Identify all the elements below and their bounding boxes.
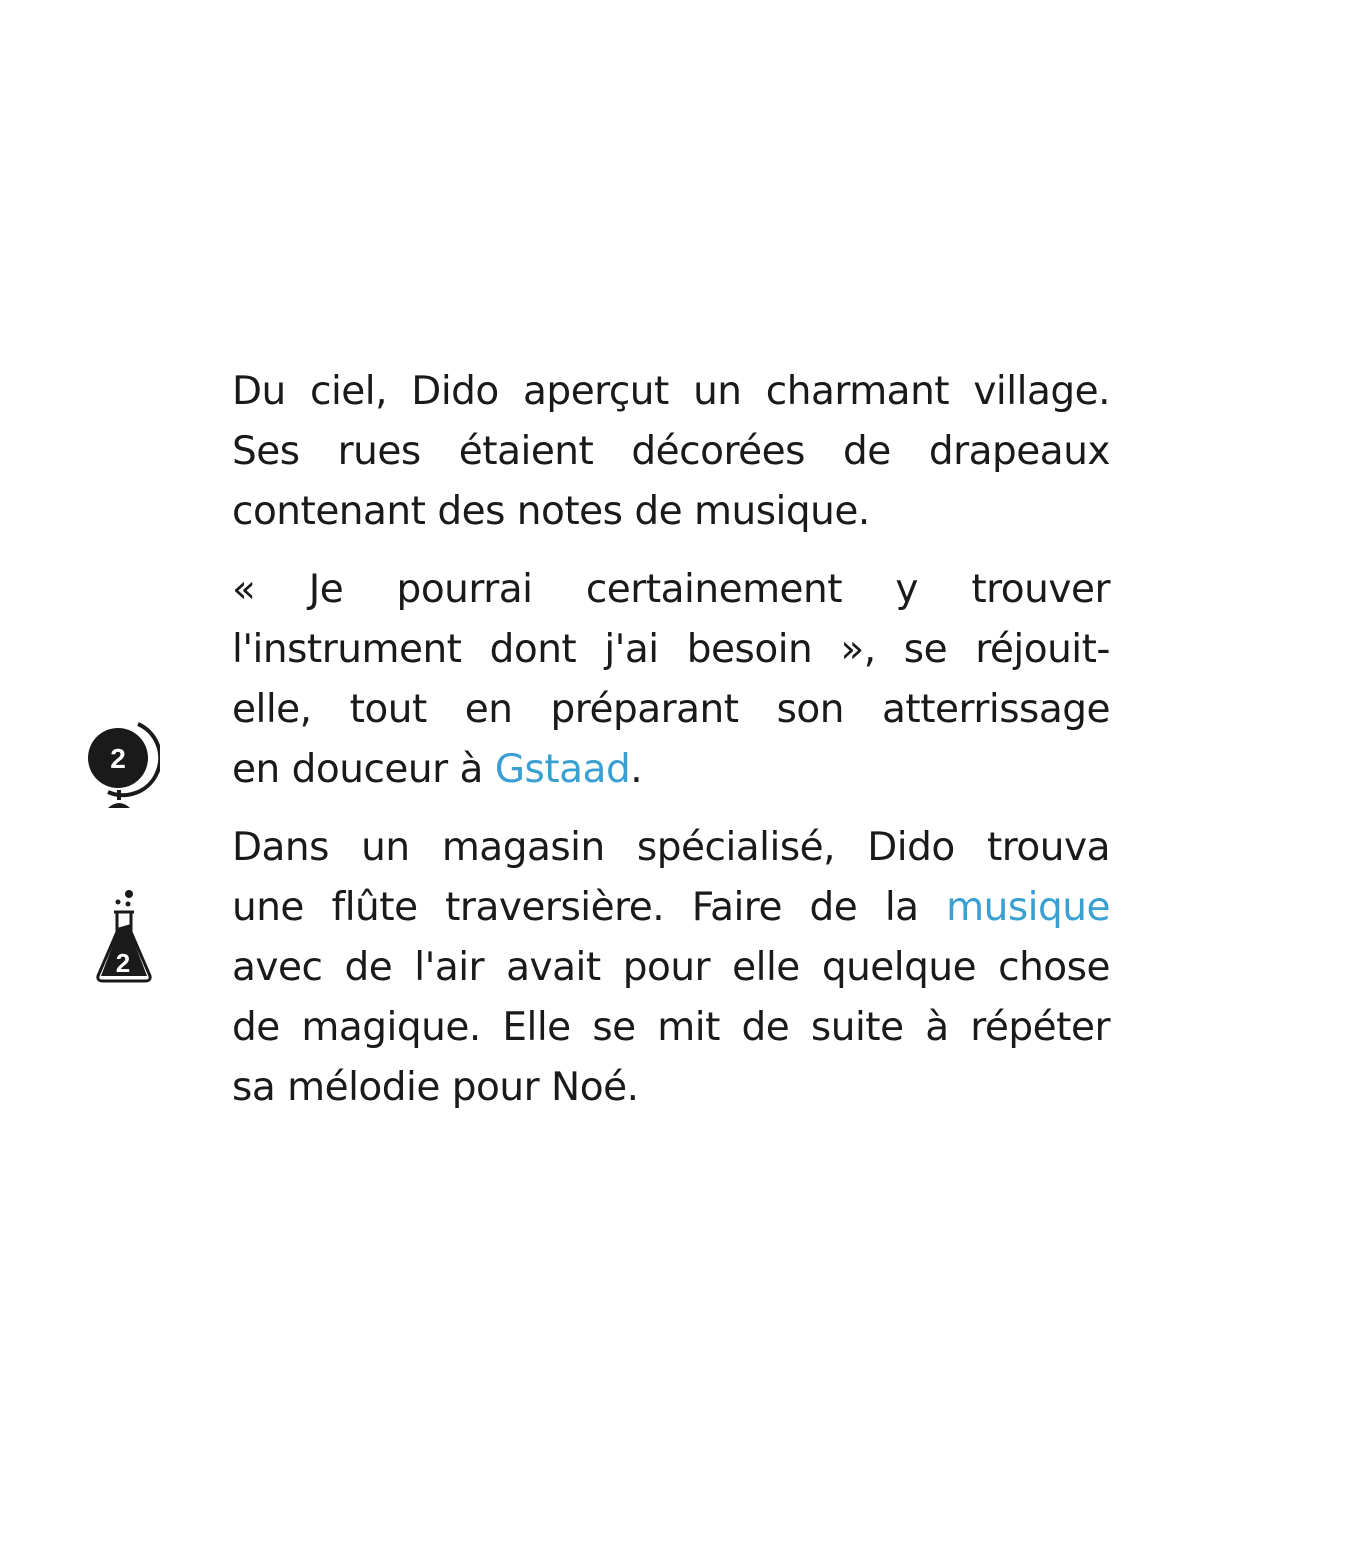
text-segment: avec de l'air avait pour elle quelque chose bbox=[232, 945, 1110, 990]
text-segment: . bbox=[630, 747, 643, 792]
text-segment: de magique. Elle se mit de suite à répéter bbox=[232, 1005, 1110, 1050]
text-line bbox=[232, 680, 1110, 740]
glossary-link[interactable]: musique bbox=[946, 885, 1110, 930]
text-line bbox=[232, 620, 1110, 680]
text-line bbox=[232, 938, 1110, 998]
story-text bbox=[232, 362, 1110, 1136]
text-line bbox=[232, 1058, 1110, 1118]
text-line bbox=[232, 422, 1110, 482]
text-line bbox=[232, 560, 1110, 620]
globe-number: 2 bbox=[110, 743, 126, 774]
paragraph bbox=[232, 818, 1110, 1118]
flask-number: 2 bbox=[115, 948, 131, 978]
text-segment: Dans un magasin spécialisé, Dido trouva bbox=[232, 825, 1110, 870]
text-segment: contenant des notes de musique. bbox=[232, 489, 870, 534]
text-segment: Du ciel, Dido aperçut un charmant village. bbox=[232, 369, 1110, 414]
text-segment: en douceur à bbox=[232, 747, 495, 792]
text-line bbox=[232, 482, 1110, 542]
text-segment: Ses rues étaient décorées de drapeaux bbox=[232, 429, 1110, 474]
text-segment: une flûte traversière. Faire de la bbox=[232, 885, 947, 930]
text-segment: l'instrument dont j'ai besoin », se réjouit- bbox=[232, 627, 1110, 672]
paragraph bbox=[232, 560, 1110, 800]
text-line bbox=[232, 998, 1110, 1058]
text-segment: « Je pourrai certainement y trouver bbox=[232, 567, 1110, 612]
glossary-link[interactable]: Gstaad bbox=[494, 747, 631, 792]
text-line bbox=[232, 740, 1110, 800]
text-segment: elle, tout en préparant son atterrissage bbox=[232, 687, 1110, 732]
globe-icon[interactable] bbox=[88, 720, 160, 816]
text-line bbox=[232, 362, 1110, 422]
text-line bbox=[232, 818, 1110, 878]
text-segment: sa mélodie pour Noé. bbox=[232, 1065, 639, 1110]
paragraph bbox=[232, 362, 1110, 542]
flask-icon[interactable] bbox=[94, 888, 154, 988]
text-line bbox=[232, 878, 1110, 938]
